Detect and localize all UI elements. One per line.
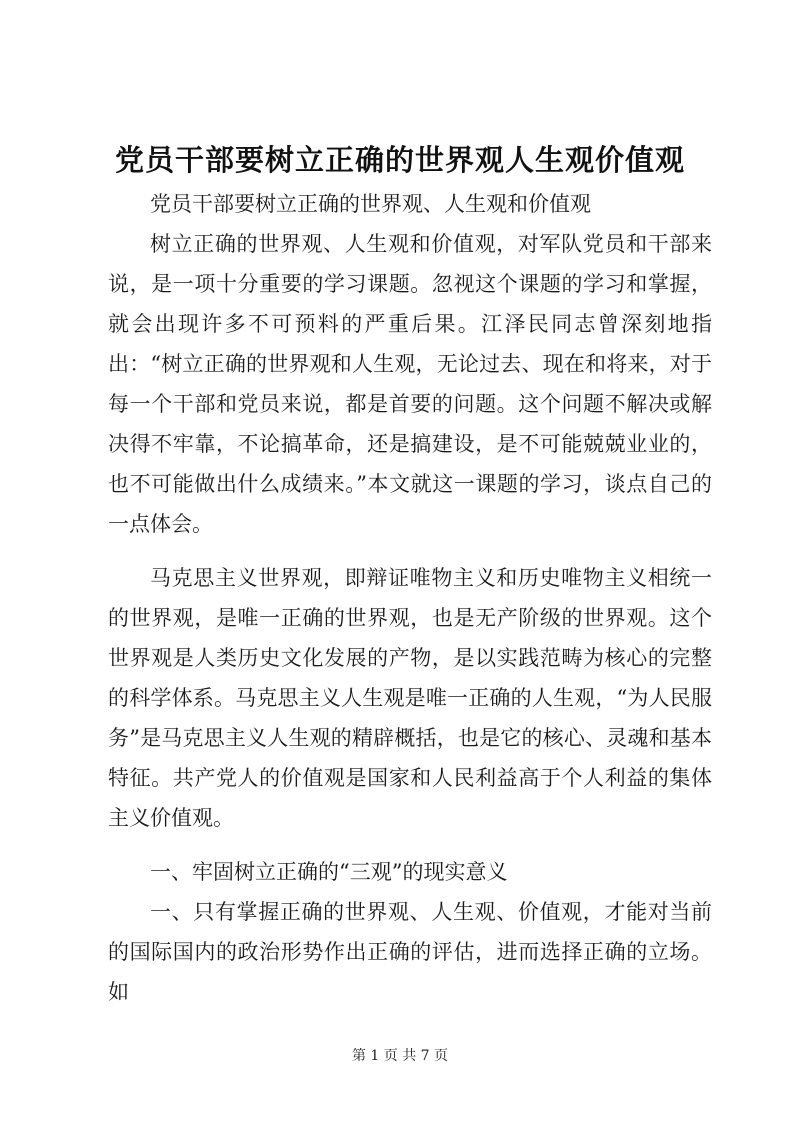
paragraph-intro: 树立正确的世界观、人生观和价值观，对军队党员和干部来说，是一项十分重要的学习课题。忽视这个课题的学习和掌握，就会出现许多不可预料的严重后果。江泽民同志曾深刻地指出：“树立正确的世界观和人生观，无论过去、现在和将来，对于每一个干部和党员来说，都是首要的问题。这个问题不解决或解决得不牢靠，不论搞革命，还是搞建设，是不可能兢兢业业的，也不可能做出什么成绩来。”本文就这一课题的学习，谈点自己的一点体会。 <box>108 232 712 536</box>
document-body <box>108 184 712 1012</box>
paragraph-point-one: 一、只有掌握正确的世界观、人生观、价值观，才能对当前的国际国内的政治形势作出正确的评估，进而选择正确的立场。如 <box>108 900 712 1004</box>
section-heading: 一、牢固树立正确的“三观”的现实意义 <box>150 860 508 884</box>
paragraph-marxist-worldview: 马克思主义世界观，即辩证唯物主义和历史唯物主义相统一的世界观，是唯一正确的世界观，也是无产阶级的世界观。这个世界观是人类历史文化发展的产物，是以实践范畴为核心的完整的科学体系。马克思主义人生观是唯一正确的人生观，“为人民服务”是马克思主义人生观的精辟概括，也是它的核心、灵魂和基本特征。共产党人的价值观是国家和人民利益高于个人利益的集体主义价值观。 <box>108 566 712 830</box>
page-number: 第 1 页 共 7 页 <box>351 1048 449 1064</box>
paragraph-subtitle: 党员干部要树立正确的世界观、人生观和价值观 <box>150 192 591 216</box>
document-title: 党员干部要树立正确的世界观人生观价值观 <box>114 143 685 177</box>
